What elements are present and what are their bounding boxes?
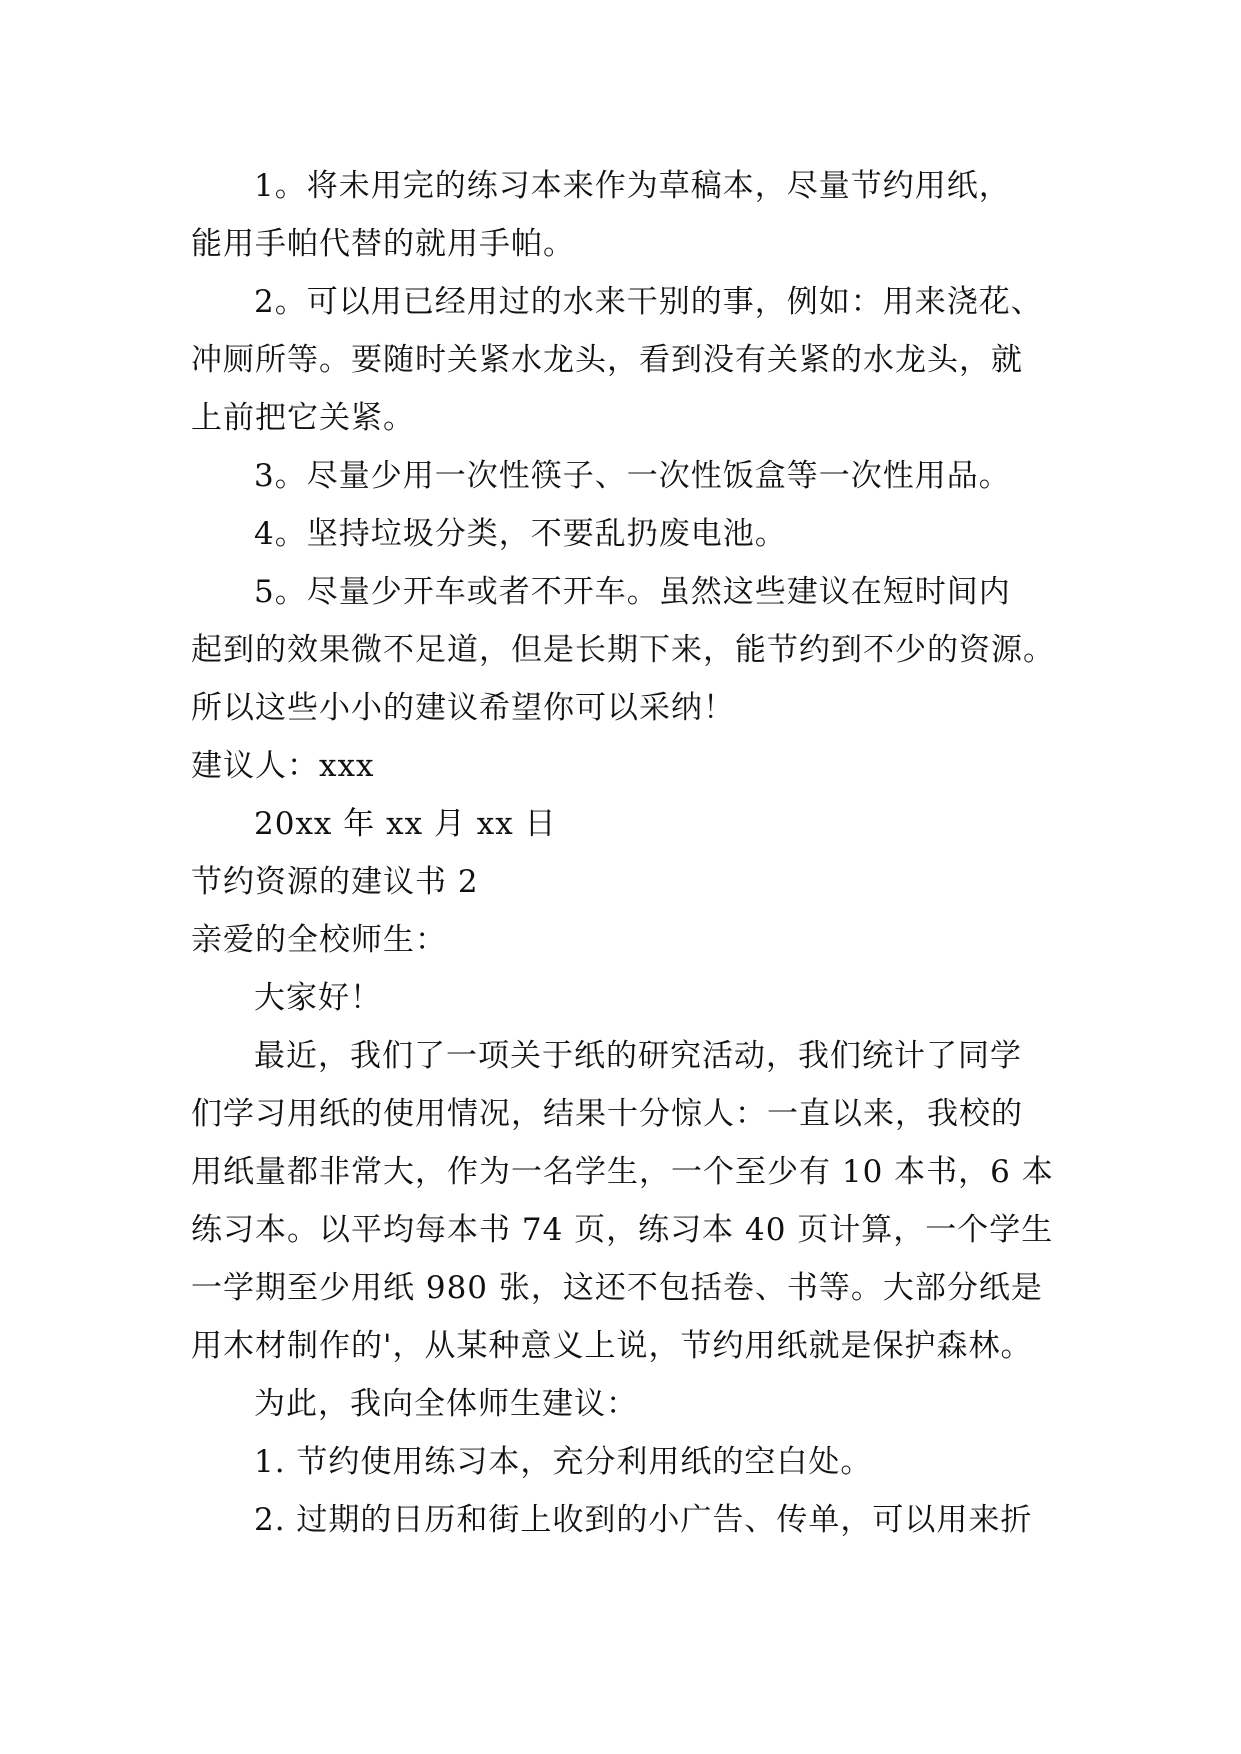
paragraph-line: 用木材制作的'，从某种意义上说，节约用纸就是保护森林。	[191, 1328, 1033, 1364]
paragraph-line: 最近，我们了一项关于纸的研究活动，我们统计了同学	[254, 1038, 1022, 1074]
paragraph-line: 5。尽量少开车或者不开车。虽然这些建议在短时间内	[254, 574, 1011, 610]
paragraph-line: 能用手帕代替的就用手帕。	[191, 226, 575, 262]
paragraph-line: 用纸量都非常大，作为一名学生，一个至少有 10 本书，6 本	[191, 1154, 1054, 1190]
paragraph-line: 2。可以用已经用过的水来干别的事，例如：用来浇花、	[254, 284, 1043, 320]
paragraph-line: 4。坚持垃圾分类，不要乱扔废电池。	[254, 516, 787, 552]
date-line: 20xx 年 xx 月 xx 日	[254, 806, 557, 842]
section-title: 节约资源的建议书 2	[191, 864, 479, 900]
paragraph-line: 冲厕所等。要随时关紧水龙头，看到没有关紧的水龙头，就	[191, 342, 1023, 378]
signature-line: 建议人：xxx	[191, 748, 375, 784]
paragraph-line: 上前把它关紧。	[191, 400, 415, 436]
greeting: 大家好！	[254, 980, 382, 1016]
paragraph-line: 一学期至少用纸 980 张，这还不包括卷、书等。大部分纸是	[191, 1270, 1043, 1306]
paragraph-line: 们学习用纸的使用情况，结果十分惊人：一直以来，我校的	[191, 1096, 1023, 1132]
paragraph-line: 1。将未用完的练习本来作为草稿本，尽量节约用纸，	[254, 168, 1011, 204]
list-item: 2. 过期的日历和街上收到的小广告、传单，可以用来折	[254, 1502, 1033, 1538]
paragraph-line: 3。尽量少用一次性筷子、一次性饭盒等一次性用品。	[254, 458, 1011, 494]
paragraph-line: 所以这些小小的建议希望你可以采纳！	[191, 690, 735, 726]
list-item: 1. 节约使用练习本，充分利用纸的空白处。	[254, 1444, 873, 1480]
paragraph-line: 起到的效果微不足道，但是长期下来，能节约到不少的资源。	[191, 632, 1055, 668]
paragraph-line: 为此，我向全体师生建议：	[254, 1386, 638, 1422]
salutation: 亲爱的全校师生：	[191, 922, 447, 958]
paragraph-line: 练习本。以平均每本书 74 页，练习本 40 页计算，一个学生	[191, 1212, 1054, 1248]
